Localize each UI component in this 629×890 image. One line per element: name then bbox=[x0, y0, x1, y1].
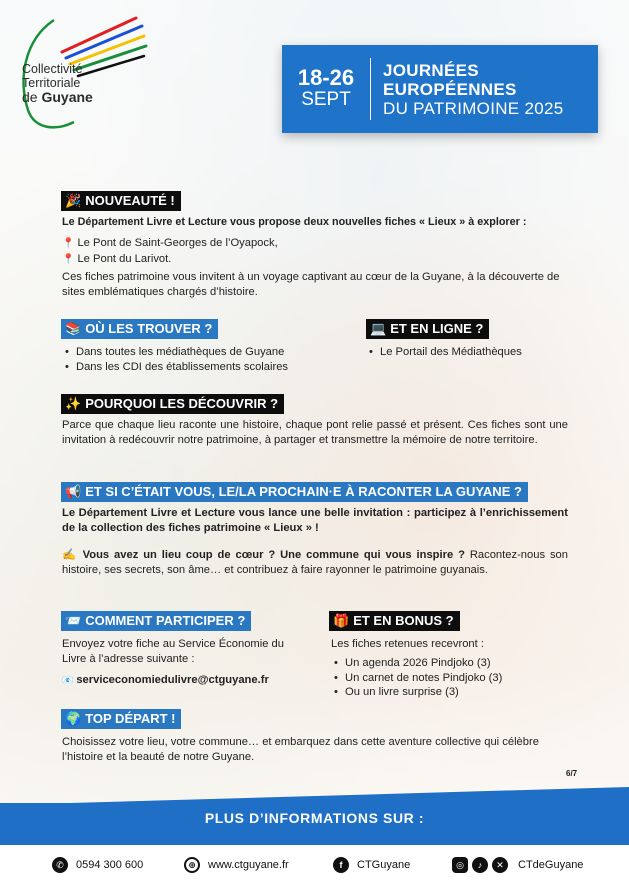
etsi-question: Vous avez un lieu coup de cœur ? Une commune qui vous inspire ? bbox=[82, 549, 465, 561]
footer-wedge bbox=[0, 787, 629, 805]
banner-title-2: EUROPÉENNES bbox=[383, 79, 517, 99]
section-header-depart bbox=[61, 709, 181, 729]
footer-phone[interactable] bbox=[52, 857, 143, 873]
depart-body: Choisissez votre lieu, votre commune… et embarquez dans cette aventure collective qui célèbre l’histoire et la beauté de notre Guyane. bbox=[62, 736, 539, 763]
writing-hand-icon: ✍️ bbox=[62, 549, 78, 561]
list-item: • Dans les CDI des établissements scolaires bbox=[62, 360, 352, 375]
list-item bbox=[62, 252, 462, 268]
section-header-en-ligne bbox=[366, 319, 489, 339]
mail-icon: 📧 bbox=[62, 675, 74, 685]
banner-title-1: JOURNÉES bbox=[383, 60, 479, 80]
list-item: • Un carnet de notes Pindjoko (3) bbox=[331, 671, 571, 686]
gift-icon: 🎁 bbox=[333, 613, 350, 628]
en-ligne-list bbox=[366, 345, 586, 360]
section-header-nouveaute bbox=[61, 191, 181, 211]
facebook-handle[interactable]: CTGuyane bbox=[357, 859, 411, 871]
etsi-invitation: Le Département Livre et Lecture vous lance une belle invitation : participez à l’enrichissement de la collection des fiches patrimoine « Lieux » ! bbox=[62, 507, 568, 534]
page-number: 6/7 bbox=[566, 769, 578, 778]
etsi-heading: ET SI C’ÉTAIT VOUS, LE/LA PROCHAIN·E À RACONTER LA GUYANE ? bbox=[85, 484, 522, 499]
logo-line3-pre: de bbox=[22, 89, 42, 105]
nouveaute-intro: Le Département Livre et Lecture vous propose deux nouvelles fiches « Lieux » à explorer : bbox=[62, 216, 527, 228]
place-item: Le Pont du Larivot. bbox=[77, 252, 172, 265]
instagram-icon[interactable]: ◎ bbox=[452, 857, 468, 873]
pin-icon: 📍 bbox=[62, 253, 75, 265]
comment-body: Envoyez votre fiche au Service Économie du Livre à l’adresse suivante : bbox=[62, 638, 285, 665]
footer-website[interactable] bbox=[184, 857, 289, 873]
footer-title: PLUS D’INFORMATIONS SUR : bbox=[204, 810, 425, 826]
event-banner bbox=[282, 45, 598, 133]
ctg-logo bbox=[14, 10, 164, 140]
list-item: • Dans toutes les médiathèques de Guyane bbox=[62, 345, 352, 360]
phone-icon: ✆ bbox=[52, 857, 68, 873]
section-header-bonus bbox=[329, 611, 460, 631]
banner-dates: 18-26 bbox=[297, 65, 355, 90]
bonus-intro: Les fiches retenues recevront : bbox=[331, 638, 484, 650]
social-handle[interactable]: CTdeGuyane bbox=[518, 859, 584, 871]
places-list bbox=[62, 236, 462, 267]
tiktok-icon[interactable]: ♪ bbox=[472, 857, 488, 873]
banner-divider bbox=[370, 58, 371, 120]
logo-line3-bold: Guyane bbox=[41, 89, 93, 105]
logo-line1: Collectivité bbox=[22, 62, 83, 76]
globe-icon: ⊕ bbox=[184, 857, 200, 873]
list-item: • Un agenda 2026 Pindjoko (3) bbox=[331, 656, 571, 671]
sparkles-icon: ✨ bbox=[65, 396, 82, 411]
place-item: Le Pont de Saint-Georges de l’Oyapock, bbox=[77, 237, 278, 249]
laptop-icon: 💻 bbox=[370, 321, 387, 336]
section-header-comment bbox=[61, 611, 251, 631]
en-ligne-heading: ET EN LIGNE ? bbox=[390, 321, 484, 336]
footer-facebook[interactable] bbox=[333, 857, 410, 873]
footer-social[interactable] bbox=[452, 857, 583, 873]
etsi-body: Racontez-nous son histoire, ses secrets, son âme… et contribuez à faire rayonner le patrimoine guyanais. bbox=[62, 549, 568, 576]
party-popper-icon: 🎉 bbox=[65, 193, 82, 208]
ou-heading: OÙ LES TROUVER ? bbox=[85, 321, 213, 336]
email-line[interactable] bbox=[62, 673, 322, 688]
nouveaute-heading: NOUVEAUTÉ ! bbox=[85, 193, 175, 208]
section-header-ou bbox=[61, 319, 218, 339]
bonus-heading: ET EN BONUS ? bbox=[353, 613, 454, 628]
email-link[interactable]: serviceconomiedulivre@ctguyane.fr bbox=[76, 674, 269, 686]
megaphone-icon: 📢 bbox=[65, 484, 82, 499]
bonus-list bbox=[331, 656, 571, 700]
website-link[interactable]: www.ctguyane.fr bbox=[208, 859, 289, 871]
facebook-icon: f bbox=[333, 857, 349, 873]
list-item: • Ou un livre surprise (3) bbox=[331, 685, 571, 700]
envelope-icon: 📨 bbox=[65, 613, 82, 628]
phone-number[interactable]: 0594 300 600 bbox=[76, 859, 144, 871]
x-icon[interactable]: ✕ bbox=[492, 857, 508, 873]
ou-list bbox=[62, 345, 352, 374]
pourquoi-heading: POURQUOI LES DÉCOUVRIR ? bbox=[85, 396, 279, 411]
section-header-pourquoi bbox=[61, 394, 284, 414]
pin-icon: 📍 bbox=[62, 238, 75, 249]
books-icon: 📚 bbox=[65, 321, 82, 336]
comment-heading: COMMENT PARTICIPER ? bbox=[85, 613, 246, 628]
banner-month: SEPT bbox=[301, 89, 351, 110]
banner-title-3: DU PATRIMOINE 2025 bbox=[383, 98, 564, 118]
globe-emoji-icon: 🌍 bbox=[65, 711, 82, 726]
pourquoi-body: Parce que chaque lieu raconte une histoire, chaque pont relie passé et présent. Ces fiches sont une invitation à redécouvrir notre patrimoine, à partager et transmettre la mémoire de notre territoire. bbox=[62, 419, 568, 446]
logo-line2: Territoriale bbox=[22, 76, 81, 90]
nouveaute-body: Ces fiches patrimoine vous invitent à un voyage captivant au cœur de la Guyane, à la découverte de sites emblématiques chargés d’histoire. bbox=[62, 271, 560, 298]
section-header-etsi bbox=[61, 482, 528, 502]
depart-heading: TOP DÉPART ! bbox=[85, 711, 176, 726]
etsi-question-block bbox=[62, 548, 568, 577]
list-item bbox=[62, 236, 462, 252]
list-item: • Le Portail des Médiathèques bbox=[366, 345, 586, 360]
